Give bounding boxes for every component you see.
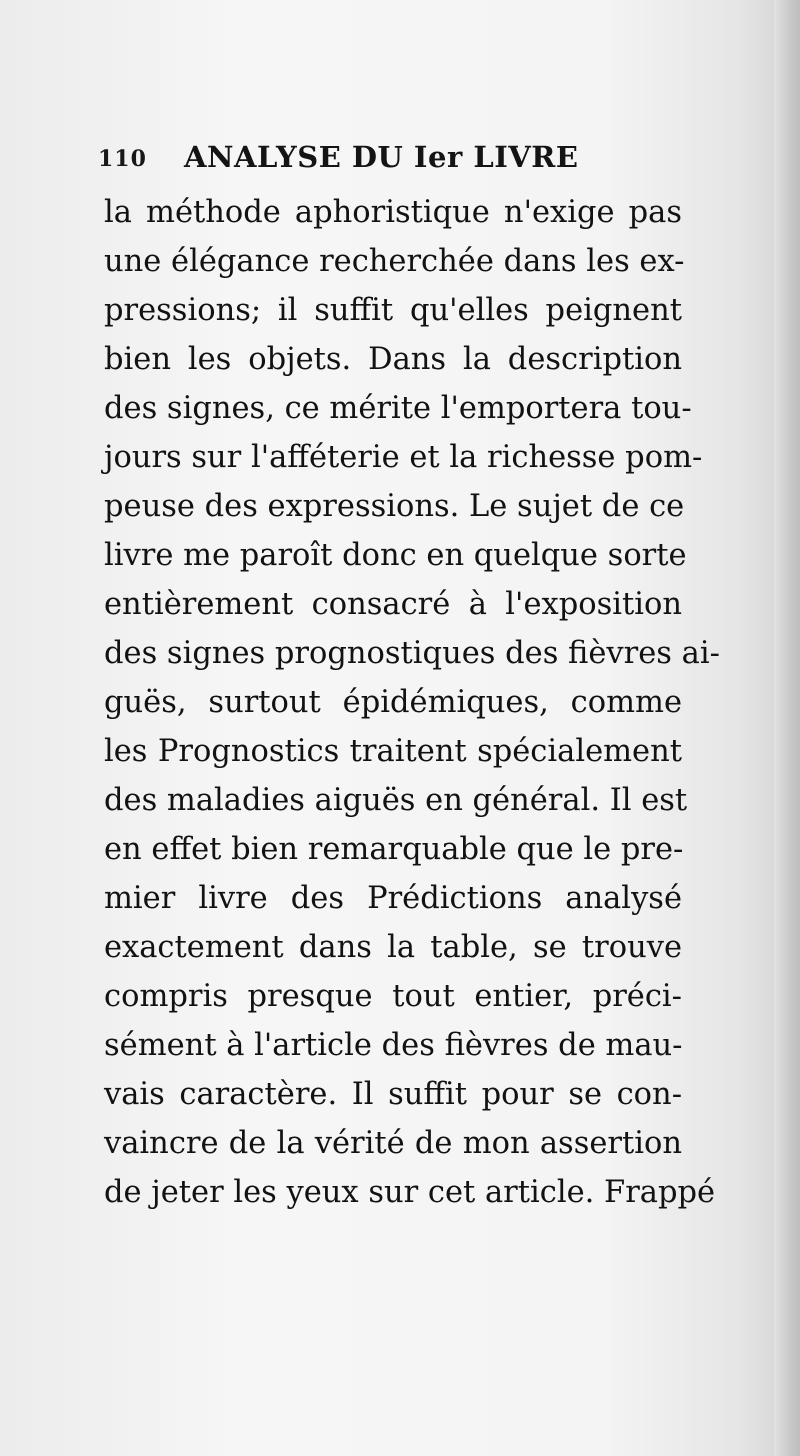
text-line: guës, surtout épidémiques, comme: [104, 685, 682, 720]
text-line: des maladies aiguës en général. Il est: [104, 783, 688, 818]
text-line: vais caractère. Il suffit pour se con-: [104, 1077, 682, 1112]
text-line: les Prognostics traitent spécialement: [104, 734, 682, 769]
text-line: sément à l'article des fièvres de mau-: [104, 1028, 683, 1063]
text-line: mier livre des Prédictions analysé: [104, 881, 682, 916]
page-edge-shadow: [774, 0, 800, 1456]
running-title: ANALYSE DU Ier LIVRE: [184, 140, 579, 174]
text-line: bien les objets. Dans la description: [104, 342, 682, 377]
running-head: [98, 138, 579, 178]
text-line: une élégance recherchée dans les ex-: [104, 244, 685, 279]
page-number: 110: [98, 146, 147, 172]
text-line: des signes prognostiques des fièvres ai-: [104, 636, 720, 671]
text-line: entièrement consacré à l'exposition: [104, 587, 682, 622]
text-line: livre me paroît donc en quelque sorte: [104, 538, 687, 573]
text-line: pressions; il suffit qu'elles peignent: [104, 293, 682, 328]
text-line: des signes, ce mérite l'emportera tou-: [104, 391, 692, 426]
text-line: peuse des expressions. Le sujet de ce: [104, 489, 685, 524]
body-text: [104, 188, 720, 1217]
text-line: de jeter les yeux sur cet article. Frappé: [104, 1175, 716, 1210]
text-line: en effet bien remarquable que le pre-: [104, 832, 684, 867]
text-line: exactement dans la table, se trouve: [104, 930, 682, 965]
text-line: vaincre de la vérité de mon assertion: [104, 1126, 682, 1161]
text-line: compris presque tout entier, préci-: [104, 979, 682, 1014]
text-line: la méthode aphoristique n'exige pas: [104, 195, 682, 230]
text-line: jours sur l'afféterie et la richesse pom-: [104, 440, 703, 475]
